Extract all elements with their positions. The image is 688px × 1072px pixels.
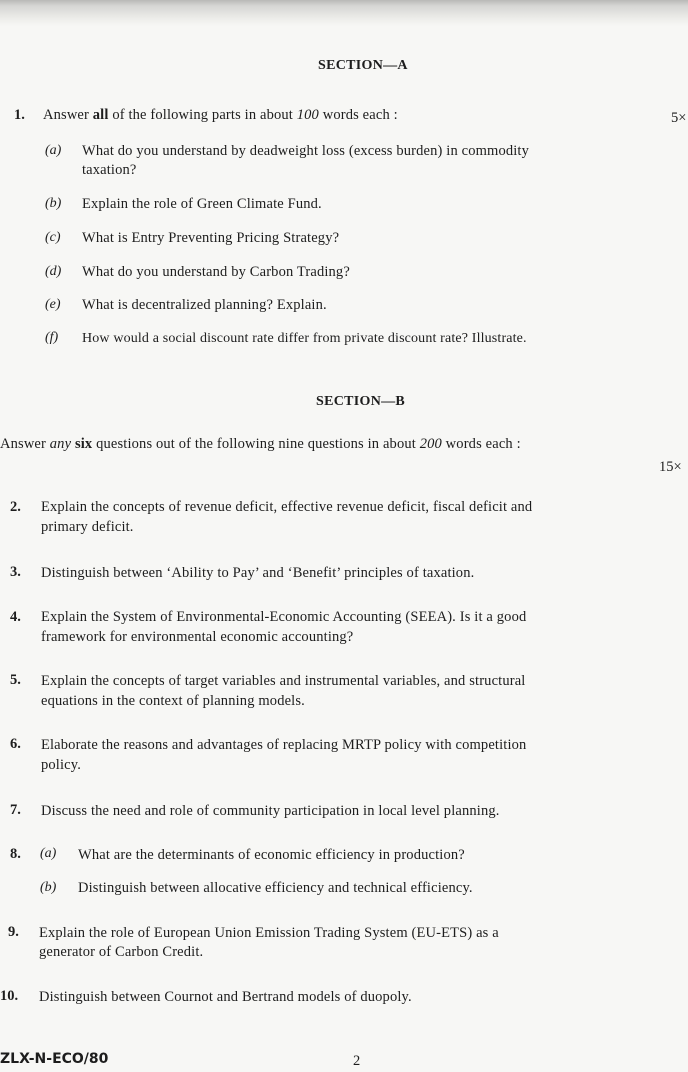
section-b-instruction: Answer any six questions out of the following nine questions in about 200 words each : bbox=[0, 436, 521, 452]
q1-part-label: (d) bbox=[45, 264, 62, 279]
q1-part-text-continued: taxation? bbox=[82, 162, 137, 178]
question-text: Discuss the need and role of community participation in local level planning. bbox=[41, 803, 500, 819]
q1-part-text: What is Entry Preventing Pricing Strategy? bbox=[82, 230, 340, 246]
question-text: Explain the System of Environmental-Economic Accounting (SEEA). Is it a good bbox=[41, 609, 527, 625]
q1-part-label: (c) bbox=[45, 230, 61, 245]
section-a-heading: SECTION—A bbox=[318, 58, 408, 73]
q8-part-label: (b) bbox=[40, 880, 57, 895]
q1-part-text: What do you understand by Carbon Trading? bbox=[82, 264, 350, 280]
q1-part-text: What is decentralized planning? Explain. bbox=[82, 297, 327, 313]
q1-part-text: What do you understand by deadweight loss (excess burden) in commodity bbox=[82, 143, 530, 159]
question-number: 10. bbox=[0, 988, 19, 1004]
question-text-continued: policy. bbox=[41, 757, 81, 773]
question-text: Explain the role of European Union Emission Trading System (EU-ETS) as a bbox=[39, 925, 499, 941]
q8-part-text: What are the determinants of economic efficiency in production? bbox=[78, 847, 465, 863]
question-number: 3. bbox=[10, 564, 21, 580]
question-text: Explain the concepts of revenue deficit, effective revenue deficit, fiscal deficit and bbox=[41, 499, 533, 515]
question-number: 5. bbox=[10, 672, 21, 688]
q1-part-label: (f) bbox=[45, 330, 59, 345]
q1-part-label: (e) bbox=[45, 297, 61, 312]
section-b-marks: 15× bbox=[659, 459, 682, 475]
question-text: Distinguish between ‘Ability to Pay’ and ‘Benefit’ principles of taxation. bbox=[41, 565, 475, 581]
question-text-continued: framework for environmental economic accounting? bbox=[41, 629, 354, 645]
section-b-heading: SECTION—B bbox=[316, 394, 406, 409]
question-text: Elaborate the reasons and advantages of replacing MRTP policy with competition bbox=[41, 737, 527, 753]
question-number: 9. bbox=[8, 924, 19, 940]
question-number: 2. bbox=[10, 499, 21, 515]
question-1-number: 1. bbox=[14, 107, 25, 123]
question-number: 7. bbox=[10, 802, 21, 818]
q1-part-label: (b) bbox=[45, 196, 62, 211]
question-number: 4. bbox=[10, 609, 21, 625]
question-1-marks: 5× bbox=[671, 110, 687, 126]
question-text-continued: primary deficit. bbox=[41, 519, 134, 535]
page-number: 2 bbox=[353, 1053, 361, 1069]
q1-part-text: How would a social discount rate differ from private discount rate? Illustrate. bbox=[82, 331, 527, 346]
question-text: Distinguish between Cournot and Bertrand models of duopoly. bbox=[39, 989, 412, 1005]
question-number: 8. bbox=[10, 846, 21, 862]
question-number: 6. bbox=[10, 736, 21, 752]
paper-code: ZLX-N-ECO/80 bbox=[0, 1051, 109, 1067]
q8-part-text: Distinguish between allocative efficiency and technical efficiency. bbox=[78, 880, 473, 896]
question-1-instruction: Answer all of the following parts in about 100 words each : bbox=[43, 107, 398, 123]
question-text-continued: equations in the context of planning models. bbox=[41, 693, 305, 709]
q1-part-label: (a) bbox=[45, 143, 62, 158]
q8-part-label: (a) bbox=[40, 846, 57, 861]
page-top-edge bbox=[0, 0, 688, 26]
q1-part-text: Explain the role of Green Climate Fund. bbox=[82, 196, 322, 212]
question-text-continued: generator of Carbon Credit. bbox=[39, 944, 204, 960]
question-text: Explain the concepts of target variables and instrumental variables, and structural bbox=[41, 673, 526, 689]
